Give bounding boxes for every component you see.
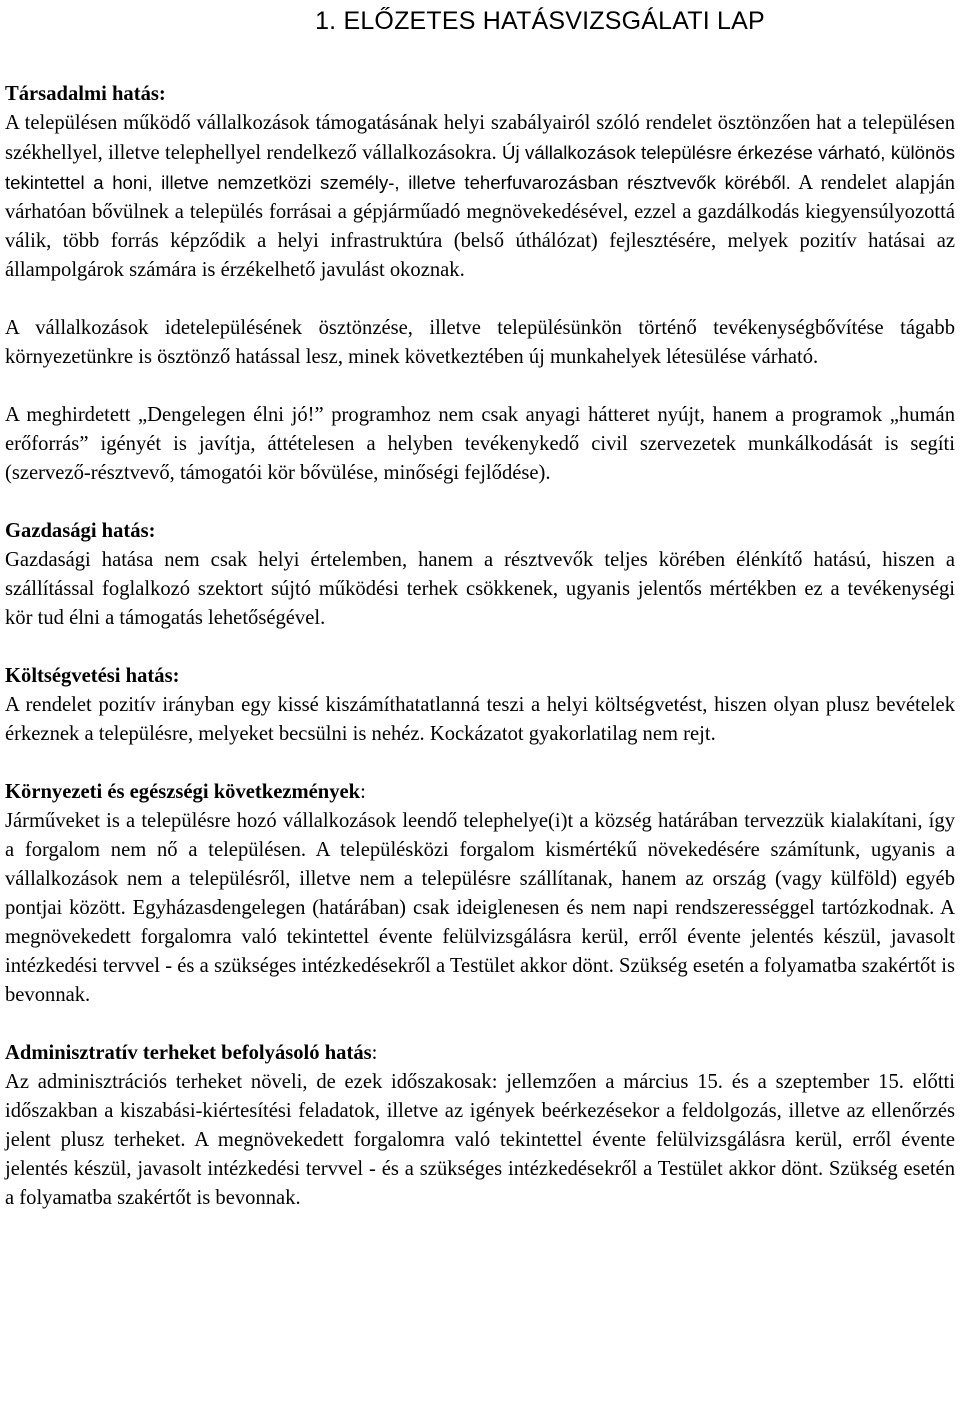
social-paragraph-1-part-b: Új vállalkozások településre érkezése várható, különös tekintettel a honi, illetve nemzetközi személy-, illetve teherfuvarozásban résztvevők köréből. [5, 142, 955, 193]
section-heading-administrative-colon: : [371, 1042, 378, 1064]
section-environment-impact [5, 778, 955, 1010]
section-social-impact [5, 80, 955, 488]
social-paragraph-1-part-c: A rendelet alapján várhatóan bővülnek a település forrásai a gépjárműadó megnövekedésével, ezzel a gazdálkodás kiegyensúlyozottá válik, több forrás képződik a helyi infrastruktúra (belső úthálózat) fejlesztésére, melyek pozitív hatásai az állampolgárok számára is érzékelhető javulást okoznak. [5, 172, 956, 281]
section-heading-environment-colon: : [360, 781, 366, 803]
administrative-paragraph-1: Az adminisztrációs terheket növeli, de ezek időszakosak: jellemzően a március 15. és a szeptember 15. előtti időszakban a kiszabási-kiértesítési feladatok, illetve az igények beérkezésekor a feldolgozás, illetve az ellenőrzés jelent plusz terheket. A megnövekedett forgalomra való tekintettel évente felülvizsgálásra kerül, erről évente jelentés készül, javasolt intézkedési tervvel - és a szükséges intézkedésekről a Testület akkor dönt. Szükség esetén a folyamatba szakértőt is bevonnak. [5, 1071, 955, 1209]
page-title: 1. ELŐZETES HATÁSVIZSGÁLATI LAP [315, 7, 765, 35]
social-paragraph-2: A vállalkozások idetelepülésének ösztönzése, illetve településünkön történő tevékenységbővítése tágabb környezetünkre is ösztönző hatással lesz, minek következtében új munkahelyek létesülése várható. [5, 317, 955, 368]
social-paragraph-1-part-a: A településen működő vállalkozások támogatásának helyi szabályairól szóló rendelet ösztönzően hat a településen székhellyel, illetve telephellyel rendelkező vállalkozásokra. [5, 112, 955, 164]
section-heading-administrative [5, 1039, 955, 1068]
social-paragraph-1 [5, 109, 955, 285]
document-page [5, 0, 955, 1213]
section-heading-environment-text: Környezeti és egészségi következmények [5, 781, 361, 803]
section-budget-impact [5, 662, 955, 749]
section-heading-administrative-text: Adminisztratív terheket befolyásoló hatás [5, 1042, 372, 1064]
economic-paragraph-1: Gazdasági hatása nem csak helyi értelemben, hanem a résztvevők teljes körében élénkítő hatású, hiszen a szállítással foglalkozó szektort sújtó működési terhek csökkenek, ugyanis jelentős mértékben ez a tevékenységi kör tud élni a támogatás lehetőségével. [5, 549, 955, 629]
section-heading-economic: Gazdasági hatás: [5, 520, 156, 542]
budget-paragraph-1: A rendelet pozitív irányban egy kissé kiszámíthatatlanná teszi a helyi költségvetést, hiszen olyan plusz bevételek érkeznek a településre, melyeket becsülni is nehéz. Kockázatot gyakorlatilag nem rejt. [5, 694, 955, 745]
section-administrative-impact [5, 1039, 955, 1213]
section-heading-social: Társadalmi hatás: [5, 83, 166, 105]
environment-paragraph-1: Járműveket is a településre hozó vállalkozások leendő telephelye(i)t a község határában tervezzük kialakítani, így a forgalom nem nő a településen. A településközi forgalom kismértékű növekedésére számítunk, ugyanis a vállalkozások nem a településről, illetve nem a településre szállítanak, hanem az ország (vagy külföld) egyéb pontjai között. Egyházasdengelegen (határában) csak ideiglenesen és nem napi rendszerességgel tartózkodnak. A megnövekedett forgalomra való tekintettel évente felülvizsgálásra kerül, erről évente jelentés készül, javasolt intézkedési tervvel - és a szükséges intézkedésekről a Testület akkor dönt. Szükség esetén a folyamatba szakértőt is bevonnak. [5, 810, 955, 1006]
section-heading-budget: Költségvetési hatás: [5, 665, 180, 687]
section-heading-environment [5, 778, 955, 807]
section-economic-impact [5, 517, 955, 633]
social-paragraph-3: A meghirdetett „Dengelegen élni jó!” programhoz nem csak anyagi hátteret nyújt, hanem a programok „humán erőforrás” igényét is javítja, áttételesen a helyben tevékenykedő civil szervezetek munkálkodását is segíti (szervező-résztvevő, támogatói kör bővülése, minőségi fejlődése). [5, 404, 955, 484]
